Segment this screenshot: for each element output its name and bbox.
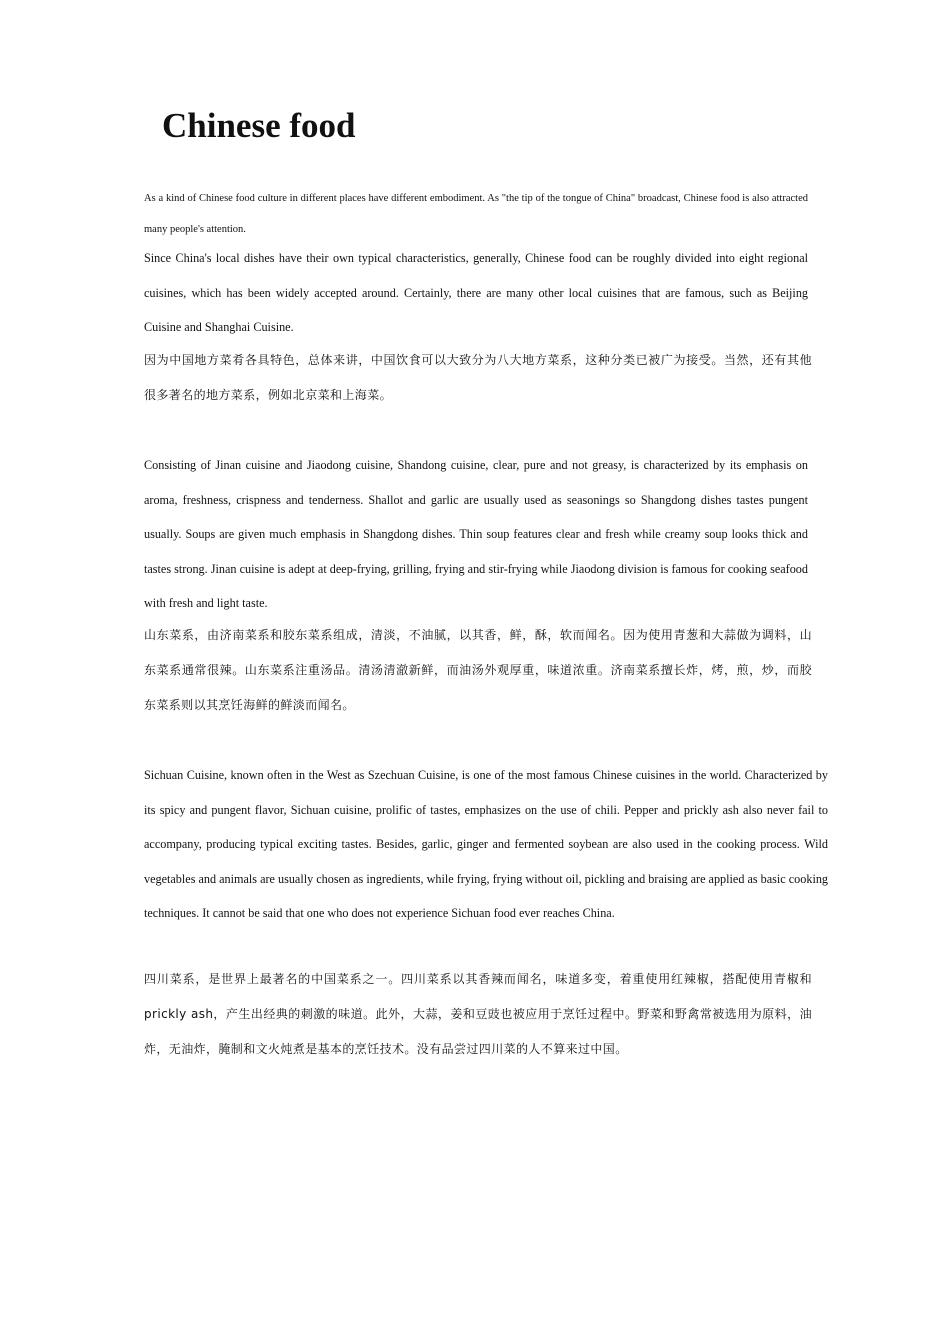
section-1-chinese: 因为中国地方菜肴各具特色，总体来讲，中国饮食可以大致分为八大地方菜系，这种分类已被广为接受。当然，还有其他很多著名的地方菜系，例如北京菜和上海菜。 — [144, 353, 812, 402]
section-2-chinese: 山东菜系，由济南菜系和胶东菜系组成，清淡，不油腻，以其香，鲜，酥，软而闻名。因为使用青葱和大蒜做为调料，山东菜系通常很辣。山东菜系注重汤品。清汤清澈新鲜，而油汤外观厚重，味道浓重。济南菜系擅长炸，烤，煎，炒，而胶东菜系则以其烹饪海鲜的鲜淡而闻名。 — [144, 628, 812, 712]
section-3-english: Sichuan Cuisine, known often in the West as Szechuan Cuisine, is one of the most famous Chinese cuisines in the world. Characterized by its spicy and pungent flavor, Sichuan cuisine, prolific of tastes, emphasizes on the use of chili. Pepper and prickly ash also never fail to accompany, producing typical exciting tastes. Besides, garlic, ginger and fermented soybean are also used in the cooking process. Wild vegetables and animals are usually chosen as ingredients, while frying, frying without oil, pickling and braising are applied as basic cooking techniques. It cannot be said that one who does not experience Sichuan food ever reaches China. — [144, 768, 829, 921]
section-1-english: Since China's local dishes have their own typical characteristics, generally, Chinese food can be roughly divided into eight regional cuisines, which has been widely accepted around. Certainly, there are many other local cuisines that are famous, such as Beijing Cuisine and Shanghai Cuisine. — [144, 251, 808, 335]
document-title: Chinese food — [162, 106, 356, 145]
intro-paragraph: As a kind of Chinese food culture in different places have different embodiment. As "the tip of the tongue of China" broadcast, Chinese food is also attracted many people's attention. — [144, 193, 808, 235]
section-2-english: Consisting of Jinan cuisine and Jiaodong cuisine, Shandong cuisine, clear, pure and not greasy, is characterized by its emphasis on aroma, freshness, crispness and tenderness. Shallot and garlic are usually used as seasonings so Shangdong dishes tastes pungent usually. Soups are given much emphasis in Shangdong dishes. Thin soup features clear and fresh while creamy soup looks thick and tastes strong. Jinan cuisine is adept at deep-frying, grilling, frying and stir-frying while Jiaodong division is famous for cooking seafood with fresh and light taste. — [144, 458, 808, 611]
section-3-chinese: 四川菜系，是世界上最著名的中国菜系之一。四川菜系以其香辣而闻名，味道多变，着重使用红辣椒，搭配使用青椒和prickly ash，产生出经典的刺激的味道。此外，大蒜，姜和豆豉也被应用于烹饪过程中。野菜和野禽常被选用为原料，油炸，无油炸，腌制和文火炖煮是基本的烹饪技术。没有品尝过四川菜的人不算来过中国。 — [144, 972, 812, 1056]
